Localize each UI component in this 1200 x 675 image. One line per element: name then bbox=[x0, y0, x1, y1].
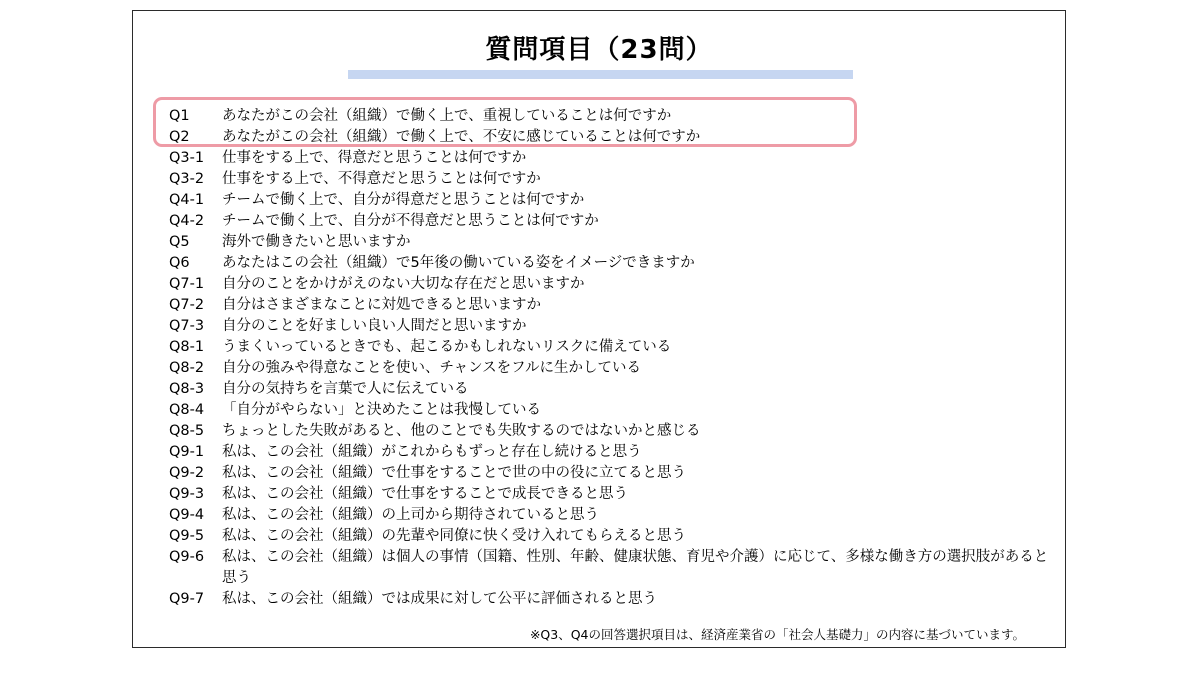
question-id: Q8-5 bbox=[169, 423, 205, 439]
question-list bbox=[169, 106, 1049, 610]
question-id: Q9-5 bbox=[169, 528, 205, 544]
question-id: Q5 bbox=[169, 234, 190, 250]
question-item bbox=[169, 442, 1049, 463]
question-id: Q4-1 bbox=[169, 192, 205, 208]
question-text: 自分の強みや得意なことを使い、チャンスをフルに生かしている bbox=[222, 360, 642, 376]
page-title: 質問項目（23問） bbox=[485, 35, 713, 65]
question-item bbox=[169, 379, 1049, 400]
question-id: Q9-3 bbox=[169, 486, 205, 502]
question-text: あなたはこの会社（組織）で5年後の働いている姿をイメージできますか bbox=[222, 255, 695, 271]
question-text: チームで働く上で、自分が不得意だと思うことは何ですか bbox=[222, 213, 599, 229]
question-id: Q9-4 bbox=[169, 507, 205, 523]
question-id: Q9-1 bbox=[169, 444, 205, 460]
question-text: 自分の気持ちを言葉で人に伝えている bbox=[222, 381, 469, 397]
question-id: Q8-4 bbox=[169, 402, 205, 418]
question-text: 「自分がやらない」と決めたことは我慢している bbox=[222, 402, 541, 418]
title-underline bbox=[348, 70, 853, 79]
question-item bbox=[169, 547, 1049, 589]
question-id: Q7-1 bbox=[169, 276, 205, 292]
question-text: あなたがこの会社（組織）で働く上で、不安に感じていることは何ですか bbox=[222, 129, 701, 145]
question-item bbox=[169, 400, 1049, 421]
question-text: ちょっとした失敗があると、他のことでも失敗するのではないかと感じる bbox=[222, 423, 701, 439]
question-id: Q4-2 bbox=[169, 213, 205, 229]
question-id: Q3-1 bbox=[169, 150, 205, 166]
question-text: 自分はさまざまなことに対処できると思いますか bbox=[222, 297, 541, 313]
question-text: 私は、この会社（組織）で仕事をすることで世の中の役に立てると思う bbox=[222, 465, 686, 481]
question-item bbox=[169, 232, 1049, 253]
question-text: 海外で働きたいと思いますか bbox=[222, 234, 411, 250]
question-id: Q9-7 bbox=[169, 591, 205, 607]
question-item bbox=[169, 253, 1049, 274]
question-id: Q8-1 bbox=[169, 339, 205, 355]
question-text: チームで働く上で、自分が得意だと思うことは何ですか bbox=[222, 192, 585, 208]
question-text: 自分のことを好ましい良い人間だと思いますか bbox=[222, 318, 527, 334]
question-text: 私は、この会社（組織）の先輩や同僚に快く受け入れてもらえると思う bbox=[222, 528, 686, 544]
question-text: 私は、この会社（組織）では成果に対して公平に評価されると思う bbox=[222, 591, 657, 607]
question-item bbox=[169, 106, 1049, 127]
footnote: ※Q3、Q4の回答選択項目は、経済産業省の「社会人基礎力」の内容に基づいています。 bbox=[529, 627, 1025, 642]
question-item bbox=[169, 148, 1049, 169]
question-item bbox=[169, 358, 1049, 379]
question-id: Q6 bbox=[169, 255, 190, 271]
question-item bbox=[169, 127, 1049, 148]
question-item bbox=[169, 589, 1049, 610]
question-text: 自分のことをかけがえのない大切な存在だと思いますか bbox=[222, 276, 585, 292]
question-text: あなたがこの会社（組織）で働く上で、重視していることは何ですか bbox=[222, 108, 672, 124]
question-text: 仕事をする上で、不得意だと思うことは何ですか bbox=[222, 171, 541, 187]
question-id: Q8-3 bbox=[169, 381, 205, 397]
question-item bbox=[169, 526, 1049, 547]
question-id: Q9-2 bbox=[169, 465, 205, 481]
question-text: 私は、この会社（組織）は個人の事情（国籍、性別、年齢、健康状態、育児や介護）に応じて、多様な働き方の選択肢があると思う bbox=[222, 549, 1049, 586]
question-id: Q9-6 bbox=[169, 549, 205, 565]
question-id: Q8-2 bbox=[169, 360, 205, 376]
question-item bbox=[169, 337, 1049, 358]
question-text: 仕事をする上で、得意だと思うことは何ですか bbox=[222, 150, 527, 166]
question-item bbox=[169, 190, 1049, 211]
question-item bbox=[169, 274, 1049, 295]
question-item bbox=[169, 169, 1049, 190]
question-item bbox=[169, 316, 1049, 337]
question-text: うまくいっているときでも、起こるかもしれないリスクに備えている bbox=[222, 339, 672, 355]
question-id: Q7-2 bbox=[169, 297, 205, 313]
question-item bbox=[169, 211, 1049, 232]
question-id: Q1 bbox=[169, 108, 190, 124]
question-id: Q2 bbox=[169, 129, 190, 145]
question-item bbox=[169, 484, 1049, 505]
question-text: 私は、この会社（組織）の上司から期待されていると思う bbox=[222, 507, 599, 523]
question-text: 私は、この会社（組織）がこれからもずっと存在し続けると思う bbox=[222, 444, 642, 460]
question-item bbox=[169, 421, 1049, 442]
question-id: Q7-3 bbox=[169, 318, 205, 334]
question-item bbox=[169, 463, 1049, 484]
question-item bbox=[169, 505, 1049, 526]
question-id: Q3-2 bbox=[169, 171, 205, 187]
question-item bbox=[169, 295, 1049, 316]
question-text: 私は、この会社（組織）で仕事をすることで成長できると思う bbox=[222, 486, 628, 502]
slide-frame bbox=[132, 10, 1066, 648]
